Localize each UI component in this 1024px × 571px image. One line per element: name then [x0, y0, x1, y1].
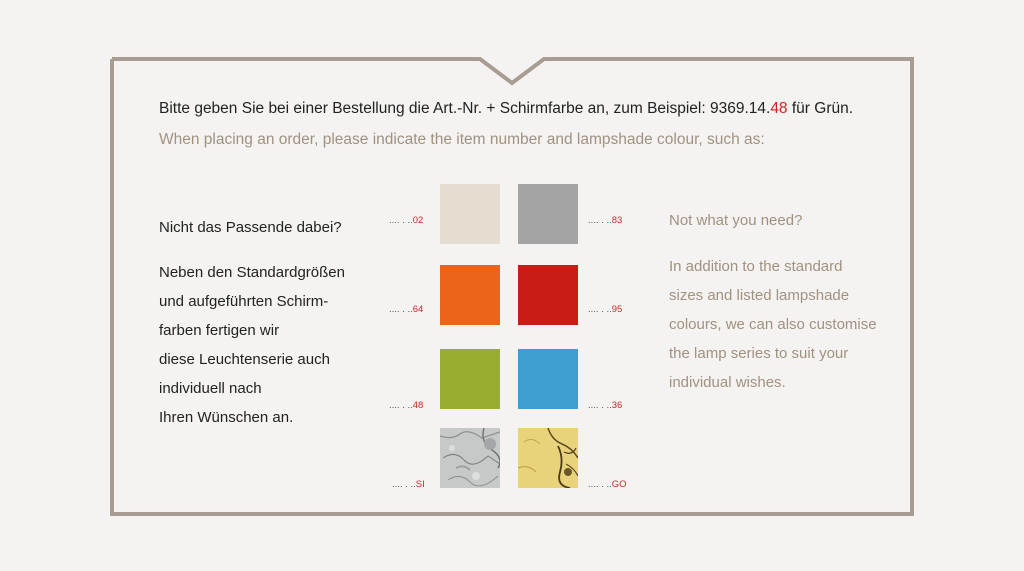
swatch-02: [440, 184, 500, 244]
example-code-highlight: 48: [770, 100, 788, 117]
english-line: the lamp series to suit your: [669, 345, 849, 362]
english-line: colours, we can also customise: [669, 316, 877, 333]
code-83: .... . ..83: [588, 215, 623, 226]
german-line: Neben den Standardgrößen: [159, 264, 345, 281]
german-line: und aufgeführten Schirm-: [159, 293, 329, 310]
english-description: [669, 252, 877, 397]
swatch-83: [518, 184, 578, 244]
english-line: In addition to the standard: [669, 258, 843, 275]
code-si: .... . ..SI: [392, 479, 425, 490]
english-line: individual wishes.: [669, 374, 786, 391]
swatch-95: [518, 265, 578, 325]
code-95: .... . ..95: [588, 304, 623, 315]
code-64: .... . ..64: [389, 304, 424, 315]
swatch-48: [440, 349, 500, 409]
swatch-36: [518, 349, 578, 409]
code-02: .... . ..02: [389, 215, 424, 226]
swatch-silver-texture: [440, 428, 500, 488]
code-48: .... . ..48: [389, 400, 424, 411]
english-line: sizes and listed lampshade: [669, 287, 850, 304]
code-go: .... . ..GO: [588, 479, 627, 490]
german-line: Ihren Wünschen an.: [159, 409, 294, 426]
german-question: Nicht das Passende dabei?: [159, 219, 342, 236]
order-instruction-en: When placing an order, please indicate the item number and lampshade colour, such as:: [159, 131, 765, 148]
german-line: farben fertigen wir: [159, 322, 280, 339]
swatch-64: [440, 265, 500, 325]
order-instruction-de: Bitte geben Sie bei einer Bestellung die Art.-Nr. + Schirmfarbe an, zum Beispiel: 9369.14.48 für Grün.: [159, 100, 854, 117]
german-line: individuell nach: [159, 380, 262, 397]
swatch-gold-texture: [518, 428, 578, 488]
english-question: Not what you need?: [669, 212, 803, 229]
german-description: [159, 258, 345, 432]
code-36: .... . ..36: [588, 400, 623, 411]
german-line: diese Leuchtenserie auch: [159, 351, 330, 368]
